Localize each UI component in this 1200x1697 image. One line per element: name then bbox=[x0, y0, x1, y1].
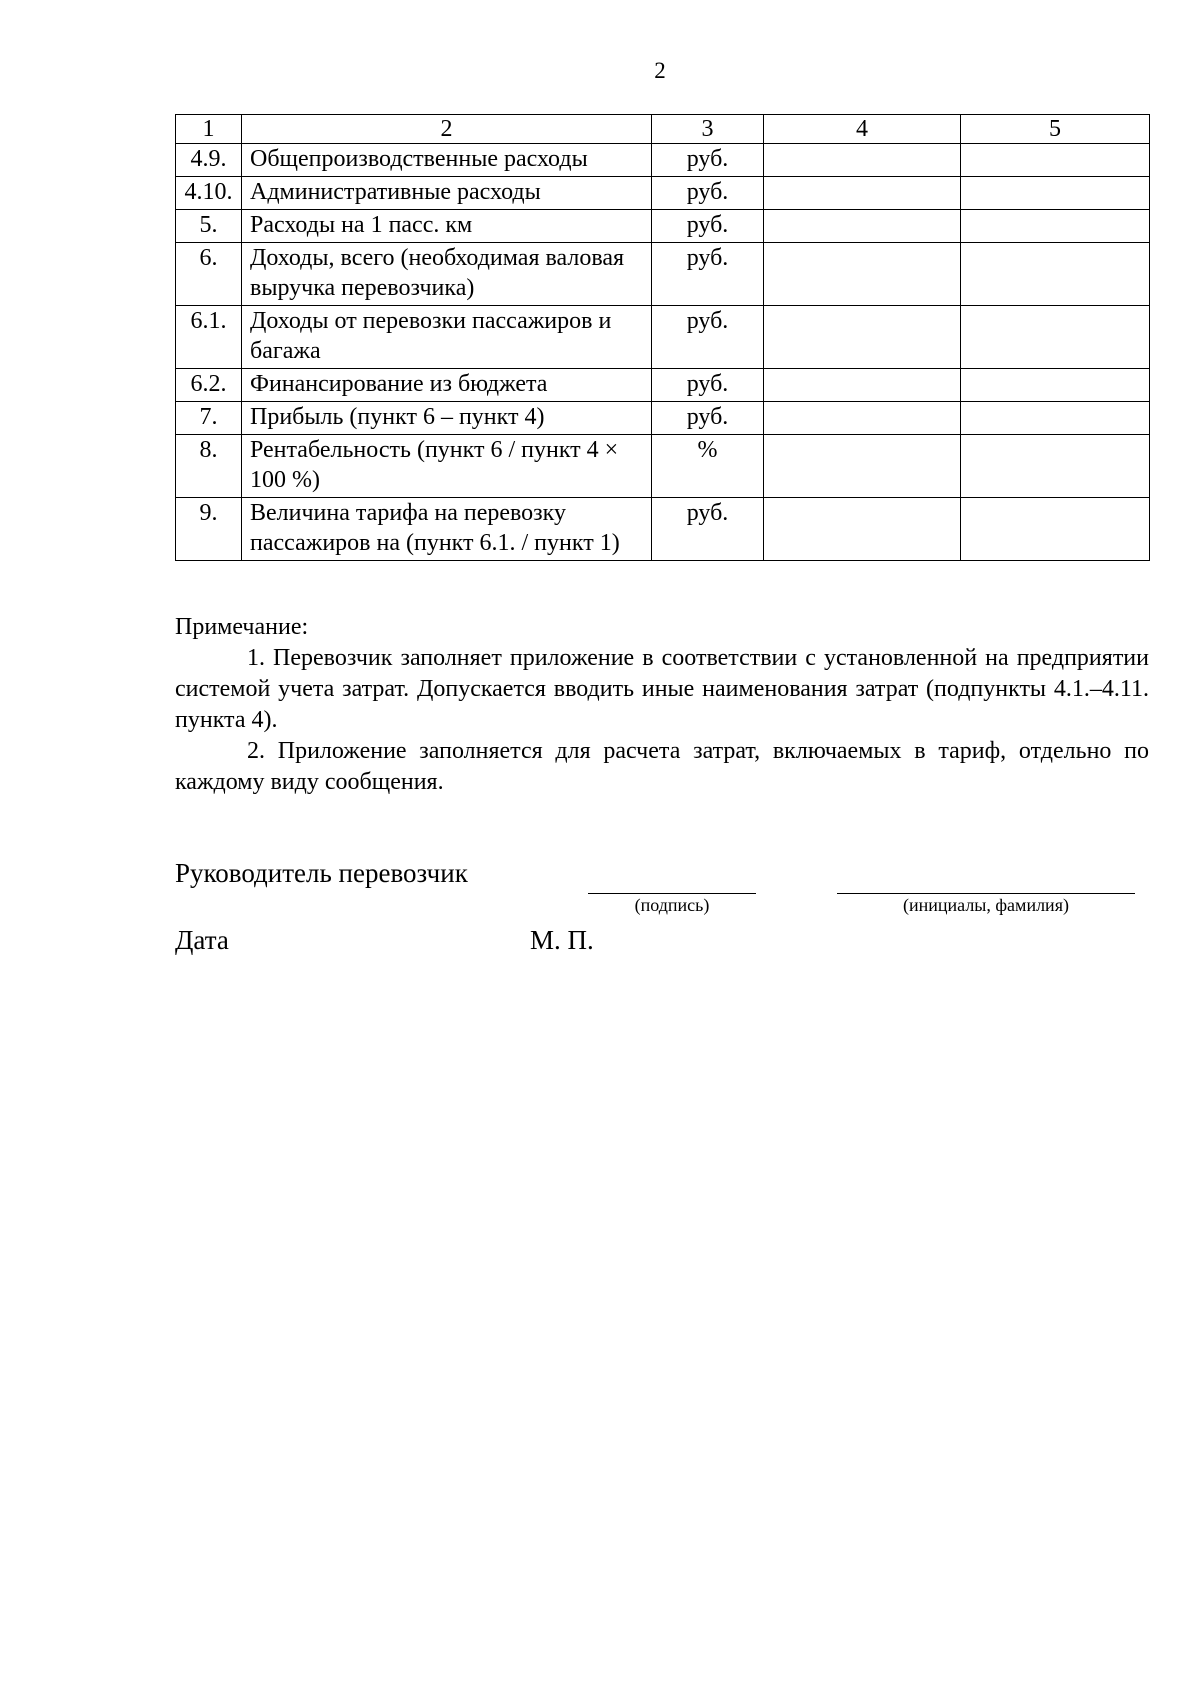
row-value-col4 bbox=[764, 177, 961, 210]
name-caption: (инициалы, фамилия) bbox=[903, 895, 1069, 915]
row-value-col4 bbox=[764, 402, 961, 435]
header-cell: 5 bbox=[961, 115, 1150, 144]
header-cell: 4 bbox=[764, 115, 961, 144]
row-number: 5. bbox=[176, 210, 242, 243]
row-number: 6. bbox=[176, 243, 242, 306]
header-cell: 1 bbox=[176, 115, 242, 144]
row-value-col5 bbox=[961, 435, 1150, 498]
row-value-col4 bbox=[764, 144, 961, 177]
row-unit: руб. bbox=[652, 498, 764, 561]
row-unit: руб. bbox=[652, 243, 764, 306]
row-unit: руб. bbox=[652, 210, 764, 243]
row-name: Прибыль (пункт 6 – пункт 4) bbox=[242, 402, 652, 435]
row-value-col4 bbox=[764, 435, 961, 498]
signature-label: Руководитель перевозчик bbox=[175, 858, 468, 888]
table-row bbox=[176, 369, 1150, 402]
row-name: Административные расходы bbox=[242, 177, 652, 210]
row-unit: руб. bbox=[652, 306, 764, 369]
page-number: 2 bbox=[654, 58, 666, 83]
row-number: 4.9. bbox=[176, 144, 242, 177]
row-value-col4 bbox=[764, 210, 961, 243]
row-unit: руб. bbox=[652, 402, 764, 435]
table-row bbox=[176, 210, 1150, 243]
header-cell: 2 bbox=[242, 115, 652, 144]
row-name: Доходы от перевозки пассажиров и багажа bbox=[242, 306, 652, 369]
table-row bbox=[176, 144, 1150, 177]
row-number: 6.2. bbox=[176, 369, 242, 402]
row-name: Расходы на 1 пасс. км bbox=[242, 210, 652, 243]
table-header-row bbox=[176, 115, 1150, 144]
signature-caption: (подпись) bbox=[634, 895, 710, 915]
row-number: 7. bbox=[176, 402, 242, 435]
table-row bbox=[176, 306, 1150, 369]
cost-table bbox=[175, 114, 1150, 561]
note-item-2: 2. Приложение заполняется для расчета затрат, включаемых в тариф, отдельно по каждому виду сообщения. bbox=[175, 738, 1149, 795]
row-value-col4 bbox=[764, 498, 961, 561]
note-title: Примечание: bbox=[175, 614, 309, 640]
row-value-col5 bbox=[961, 306, 1150, 369]
row-unit: руб. bbox=[652, 369, 764, 402]
row-value-col5 bbox=[961, 144, 1150, 177]
row-value-col5 bbox=[961, 210, 1150, 243]
date-label: Дата bbox=[175, 925, 229, 955]
table-row bbox=[176, 402, 1150, 435]
header-cell: 3 bbox=[652, 115, 764, 144]
row-number: 4.10. bbox=[176, 177, 242, 210]
row-value-col4 bbox=[764, 369, 961, 402]
row-number: 9. bbox=[176, 498, 242, 561]
row-value-col4 bbox=[764, 306, 961, 369]
row-name: Доходы, всего (необходимая валовая выручка перевозчика) bbox=[242, 243, 652, 306]
row-number: 8. bbox=[176, 435, 242, 498]
row-value-col4 bbox=[764, 243, 961, 306]
row-value-col5 bbox=[961, 498, 1150, 561]
name-line bbox=[837, 893, 1135, 894]
row-value-col5 bbox=[961, 369, 1150, 402]
row-unit: руб. bbox=[652, 177, 764, 210]
row-name: Финансирование из бюджета bbox=[242, 369, 652, 402]
signature-line bbox=[588, 893, 756, 894]
table-row bbox=[176, 435, 1150, 498]
row-unit: % bbox=[652, 435, 764, 498]
stamp-label: М. П. bbox=[530, 925, 594, 955]
table-row bbox=[176, 498, 1150, 561]
row-value-col5 bbox=[961, 402, 1150, 435]
note-item-1: 1. Перевозчик заполняет приложение в соответствии с установленной на предприятии системой учета затрат. Допускается вводить иные наименования затрат (подпункты 4.1.–4.11. пункта 4). bbox=[175, 645, 1149, 733]
row-name: Рентабельность (пункт 6 / пункт 4 × 100 %) bbox=[242, 435, 652, 498]
row-unit: руб. bbox=[652, 144, 764, 177]
note-block bbox=[175, 612, 1149, 798]
table-row bbox=[176, 177, 1150, 210]
row-name: Общепроизводственные расходы bbox=[242, 144, 652, 177]
row-value-col5 bbox=[961, 177, 1150, 210]
row-number: 6.1. bbox=[176, 306, 242, 369]
row-name: Величина тарифа на перевозку пассажиров на (пункт 6.1. / пункт 1) bbox=[242, 498, 652, 561]
table-row bbox=[176, 243, 1150, 306]
row-value-col5 bbox=[961, 243, 1150, 306]
